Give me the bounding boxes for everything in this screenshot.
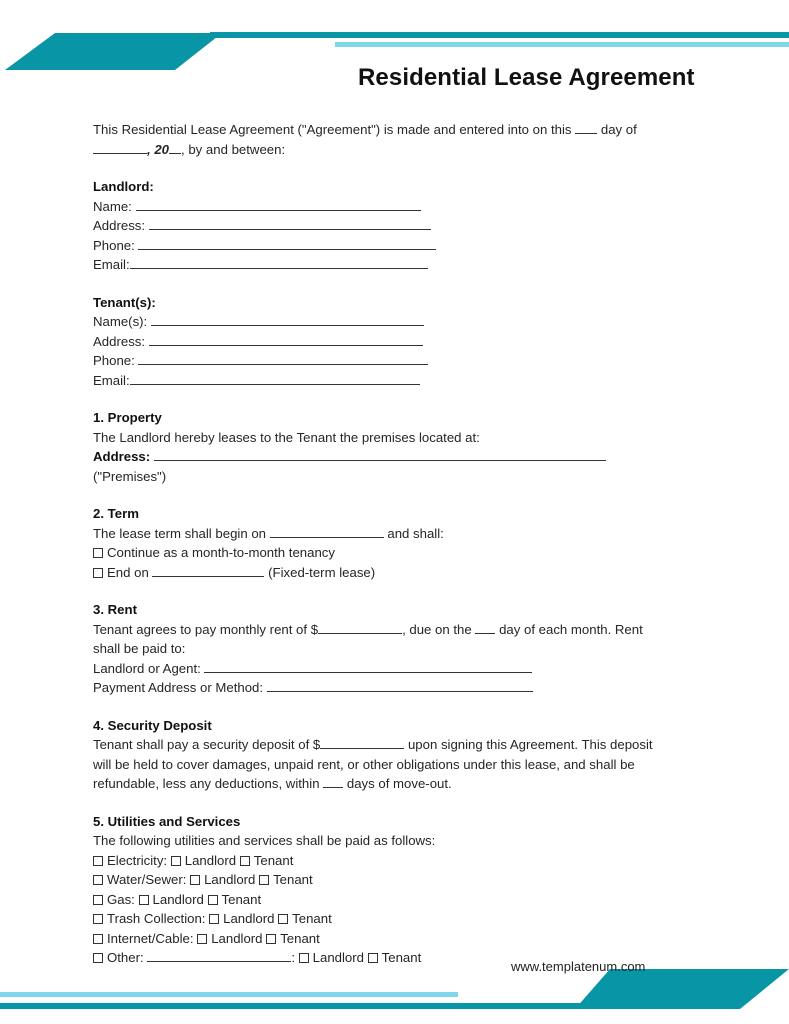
utility-name: Internet/Cable: <box>107 930 194 946</box>
field-label: Address: <box>93 333 146 349</box>
deposit-line-2: will be held to cover damages, unpaid rent, or other obligations under this lease, and shall be <box>93 756 635 772</box>
intro-tail: , by and between: <box>181 141 286 157</box>
checkbox-other[interactable] <box>93 953 103 963</box>
landlord-heading: Landlord: <box>93 179 154 194</box>
landlord-phone-field[interactable] <box>138 237 436 250</box>
tenant-phone-row <box>93 351 703 371</box>
landlord-option-label: Landlord <box>223 911 275 926</box>
footer-website-link[interactable]: www.templatenum.com <box>511 959 646 974</box>
checkbox-internet[interactable] <box>93 934 103 944</box>
rent-line-2: shall be paid to: <box>93 641 186 656</box>
checkbox-internet-tenant[interactable] <box>266 934 276 944</box>
utility-row-internet <box>93 929 703 949</box>
checkbox-other-landlord[interactable] <box>299 953 309 963</box>
deposit-line-1 <box>93 735 703 755</box>
tenant-option-label: Tenant <box>280 930 320 946</box>
checkbox-gas[interactable] <box>93 895 103 905</box>
utilities-heading: 5. Utilities and Services <box>93 813 241 829</box>
page-title: Residential Lease Agreement <box>358 64 695 91</box>
utility-name: Water/Sewer: <box>107 872 187 887</box>
utility-row-other: Other: : Landlord Tenant <box>93 948 703 968</box>
footer-dark-bar <box>0 1003 600 1009</box>
tenant-email-row <box>93 371 703 391</box>
checkbox-trash[interactable] <box>93 914 103 924</box>
deposit-heading: 4. Security Deposit <box>93 717 212 733</box>
tenant-option-label: Tenant <box>292 911 332 926</box>
utility-name: Other: <box>107 950 144 965</box>
checkbox-gas-tenant[interactable] <box>208 895 218 905</box>
deposit-days-field[interactable] <box>323 775 343 788</box>
checkbox-water-landlord[interactable] <box>190 875 200 885</box>
tenant-option-label: Tenant <box>221 891 262 907</box>
checkbox-fixed-term[interactable] <box>93 568 103 578</box>
term-heading: 2. Term <box>93 506 139 521</box>
rent-due-day-field[interactable] <box>475 621 495 634</box>
rent-line-1 <box>93 620 703 640</box>
term-text-after: and shall: <box>387 525 444 541</box>
checkbox-trash-tenant[interactable] <box>278 914 288 924</box>
option-label: Continue as a month-to-month tenancy <box>107 545 335 560</box>
property-heading: 1. Property <box>93 410 162 425</box>
header-dark-bar <box>210 32 789 38</box>
landlord-name-field[interactable] <box>136 198 421 211</box>
landlord-option-label: Landlord <box>152 891 204 907</box>
deposit-text: refundable, less any deductions, within <box>93 776 320 791</box>
landlord-address-field[interactable] <box>149 217 431 230</box>
tenant-heading: Tenant(s): <box>93 294 156 310</box>
landlord-option-label: Landlord <box>184 852 237 868</box>
term-start-date-field[interactable] <box>270 525 384 538</box>
tenant-email-field[interactable] <box>130 372 420 385</box>
footer-light-bar <box>0 992 458 997</box>
tenant-option-label: Tenant <box>381 950 422 965</box>
rent-agent-field[interactable] <box>204 660 532 673</box>
field-label: Email: <box>93 372 130 388</box>
term-start-row <box>93 524 703 544</box>
landlord-option-label: Landlord <box>204 872 256 887</box>
rent-text: , due on the <box>402 621 472 637</box>
utility-row-gas <box>93 890 703 910</box>
utility-row-electricity <box>93 851 703 871</box>
checkbox-month-to-month[interactable] <box>93 548 103 558</box>
checkbox-trash-landlord[interactable] <box>209 914 219 924</box>
intro-day-of: day of <box>600 122 637 137</box>
landlord-option-label: Landlord <box>211 930 263 946</box>
field-label: Address: <box>93 218 146 233</box>
utility-row-water <box>93 870 703 890</box>
checkbox-electricity-landlord[interactable] <box>171 856 181 866</box>
field-label: Landlord or Agent: <box>93 660 201 676</box>
landlord-email-field[interactable] <box>130 256 428 269</box>
field-label: Name: <box>93 198 132 214</box>
utility-name: Trash Collection: <box>107 911 206 926</box>
landlord-phone-row <box>93 236 703 256</box>
year-prefix: , 20 <box>147 141 169 157</box>
landlord-name-row <box>93 197 703 217</box>
deposit-line-3 <box>93 774 703 794</box>
month-blank[interactable] <box>93 141 147 154</box>
utility-name: Gas: <box>107 891 135 907</box>
deposit-amount-field[interactable] <box>320 736 404 749</box>
checkbox-other-tenant[interactable] <box>368 953 378 963</box>
deposit-text: Tenant shall pay a security deposit of $ <box>93 737 321 752</box>
property-text: The Landlord hereby leases to the Tenant the premises located at: <box>93 429 480 445</box>
landlord-option-label: Landlord <box>312 950 364 965</box>
checkbox-water[interactable] <box>93 875 103 885</box>
rent-text: day of each month. Rent <box>499 621 643 637</box>
property-address-row <box>93 447 703 467</box>
utility-name: Electricity: <box>107 852 168 868</box>
field-label: Phone: <box>93 237 135 253</box>
deposit-text: upon signing this Agreement. This deposit <box>407 737 653 752</box>
premises-label: ("Premises") <box>93 468 167 484</box>
utility-row-trash <box>93 909 703 929</box>
header-light-bar <box>335 42 789 47</box>
term-end-date-field[interactable] <box>152 564 264 577</box>
intro-text: This Residential Lease Agreement ("Agreement") is made and entered into on this <box>93 122 572 137</box>
term-text-before: The lease term shall begin on <box>93 525 267 541</box>
property-address-field[interactable] <box>154 448 606 461</box>
tenant-option-label: Tenant <box>273 872 313 887</box>
tenant-phone-field[interactable] <box>138 352 428 365</box>
document-body <box>93 120 703 968</box>
term-option-month-to-month <box>93 543 703 563</box>
checkbox-electricity[interactable] <box>93 856 103 866</box>
day-blank[interactable] <box>575 121 597 134</box>
deposit-text: days of move-out. <box>346 776 452 791</box>
rent-amount-field[interactable] <box>318 621 402 634</box>
field-label: Phone: <box>93 353 135 368</box>
checkbox-internet-landlord[interactable] <box>197 934 207 944</box>
field-label: Email: <box>93 257 130 272</box>
year-blank[interactable] <box>169 141 181 154</box>
field-label: Name(s): <box>93 314 148 329</box>
tenant-address-field[interactable] <box>149 333 423 346</box>
option-label-suffix: (Fixed-term lease) <box>268 564 376 580</box>
tenant-name-field[interactable] <box>151 313 424 326</box>
intro-line-1 <box>93 120 703 140</box>
tenant-address-row <box>93 332 703 352</box>
tenant-option-label: Tenant <box>253 852 294 868</box>
other-utility-field[interactable] <box>147 949 291 962</box>
intro-line-2 <box>93 140 703 160</box>
checkbox-electricity-tenant[interactable] <box>240 856 250 866</box>
landlord-email-row <box>93 255 703 275</box>
tenant-name-row <box>93 312 703 332</box>
checkbox-water-tenant[interactable] <box>259 875 269 885</box>
term-option-fixed <box>93 563 703 583</box>
rent-heading: 3. Rent <box>93 602 137 617</box>
rent-method-field[interactable] <box>267 679 533 692</box>
field-label: Payment Address or Method: <box>93 680 264 695</box>
utilities-text: The following utilities and services shall be paid as follows: <box>93 833 436 848</box>
footer-teal-parallelogram <box>575 969 789 1009</box>
property-address-label: Address: <box>93 449 151 464</box>
option-label: End on <box>107 564 149 580</box>
rent-agent-row <box>93 659 703 679</box>
checkbox-gas-landlord[interactable] <box>139 895 149 905</box>
header-teal-parallelogram <box>5 33 222 70</box>
rent-text: Tenant agrees to pay monthly rent of $ <box>93 621 319 637</box>
landlord-address-row <box>93 216 703 236</box>
rent-method-row <box>93 678 703 698</box>
